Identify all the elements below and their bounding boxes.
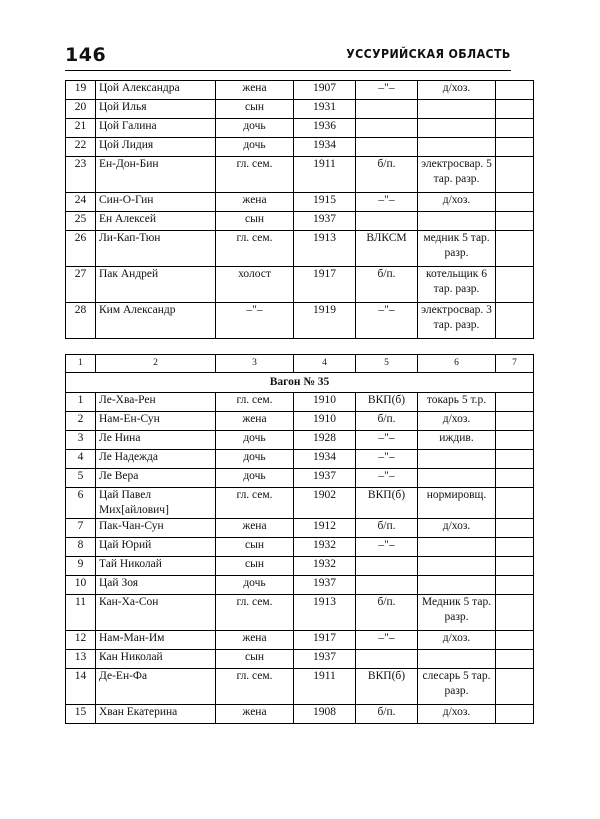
- cell-party: [356, 100, 418, 119]
- cell-name: Ен Алексей: [96, 212, 216, 231]
- cell-party: ВКП(б): [356, 488, 418, 519]
- cell-note: [496, 81, 534, 100]
- column-number: 6: [418, 355, 496, 373]
- cell-year: 1915: [294, 193, 356, 212]
- cell-year: 1937: [294, 650, 356, 669]
- cell-relation: сын: [216, 557, 294, 576]
- cell-note: [496, 519, 534, 538]
- table-row: [66, 450, 534, 469]
- cell-relation: холост: [216, 267, 294, 303]
- cell-party: –"–: [356, 303, 418, 339]
- page-header: [65, 44, 511, 71]
- cell-note: [496, 595, 534, 631]
- cell-note: [496, 231, 534, 267]
- cell-party: –"–: [356, 450, 418, 469]
- table-row: [66, 193, 534, 212]
- cell-name: Цай Павел Мих[айлович]: [96, 488, 216, 519]
- cell-relation: гл. сем.: [216, 595, 294, 631]
- cell-job: [418, 212, 496, 231]
- cell-name: Цой Александра: [96, 81, 216, 100]
- cell-job: д/хоз.: [418, 519, 496, 538]
- cell-party: б/п.: [356, 267, 418, 303]
- table-row: [66, 631, 534, 650]
- cell-party: –"–: [356, 431, 418, 450]
- cell-relation: сын: [216, 538, 294, 557]
- cell-year: 1902: [294, 488, 356, 519]
- table-row: [66, 138, 534, 157]
- column-number-row: [66, 355, 534, 373]
- cell-note: [496, 557, 534, 576]
- table-row: [66, 412, 534, 431]
- cell-name: Ким Александр: [96, 303, 216, 339]
- cell-relation: жена: [216, 193, 294, 212]
- table-row: [66, 81, 534, 100]
- cell-note: [496, 469, 534, 488]
- cell-year: 1913: [294, 595, 356, 631]
- cell-n: 15: [66, 705, 96, 724]
- cell-name: Цой Илья: [96, 100, 216, 119]
- cell-note: [496, 100, 534, 119]
- table-row: [66, 595, 534, 631]
- cell-year: 1911: [294, 157, 356, 193]
- cell-party: –"–: [356, 81, 418, 100]
- cell-relation: дочь: [216, 138, 294, 157]
- table-row: [66, 119, 534, 138]
- cell-job: электросвар. 5 тар. разр.: [418, 157, 496, 193]
- cell-party: б/п.: [356, 595, 418, 631]
- cell-relation: гл. сем.: [216, 231, 294, 267]
- cell-job: [418, 576, 496, 595]
- table-row: [66, 100, 534, 119]
- cell-name: Ли-Кап-Тюн: [96, 231, 216, 267]
- cell-n: 26: [66, 231, 96, 267]
- cell-relation: гл. сем.: [216, 669, 294, 705]
- cell-name: Нам-Ен-Сун: [96, 412, 216, 431]
- cell-name: Де-Ен-Фа: [96, 669, 216, 705]
- table-row: [66, 557, 534, 576]
- cell-n: 7: [66, 519, 96, 538]
- cell-relation: сын: [216, 212, 294, 231]
- cell-note: [496, 393, 534, 412]
- top-table-body: [66, 81, 534, 339]
- cell-year: 1937: [294, 576, 356, 595]
- cell-n: 6: [66, 488, 96, 519]
- cell-name: Цай Зоя: [96, 576, 216, 595]
- top-table: [65, 80, 534, 339]
- cell-note: [496, 212, 534, 231]
- cell-relation: –"–: [216, 303, 294, 339]
- cell-year: 1907: [294, 81, 356, 100]
- cell-relation: жена: [216, 412, 294, 431]
- column-number: 5: [356, 355, 418, 373]
- cell-job: [418, 538, 496, 557]
- cell-note: [496, 450, 534, 469]
- cell-relation: дочь: [216, 119, 294, 138]
- cell-note: [496, 431, 534, 450]
- cell-relation: жена: [216, 81, 294, 100]
- cell-note: [496, 576, 534, 595]
- cell-year: 1932: [294, 538, 356, 557]
- cell-name: Син-О-Гин: [96, 193, 216, 212]
- cell-n: 4: [66, 450, 96, 469]
- cell-note: [496, 650, 534, 669]
- cell-name: Пак Андрей: [96, 267, 216, 303]
- cell-name: Цой Галина: [96, 119, 216, 138]
- cell-n: 9: [66, 557, 96, 576]
- column-number: 2: [96, 355, 216, 373]
- cell-name: Ле Нина: [96, 431, 216, 450]
- cell-relation: жена: [216, 519, 294, 538]
- cell-relation: жена: [216, 705, 294, 724]
- cell-note: [496, 631, 534, 650]
- cell-n: 5: [66, 469, 96, 488]
- cell-year: 1910: [294, 393, 356, 412]
- cell-n: 1: [66, 393, 96, 412]
- cell-year: 1917: [294, 631, 356, 650]
- cell-job: [418, 119, 496, 138]
- table-row: [66, 267, 534, 303]
- cell-name: Кан-Ха-Сон: [96, 595, 216, 631]
- table-row: [66, 705, 534, 724]
- cell-job: д/хоз.: [418, 193, 496, 212]
- cell-job: нормировщ.: [418, 488, 496, 519]
- cell-job: д/хоз.: [418, 412, 496, 431]
- section-row: [66, 373, 534, 393]
- cell-relation: сын: [216, 100, 294, 119]
- cell-party: ВЛКСМ: [356, 231, 418, 267]
- column-number: 7: [496, 355, 534, 373]
- cell-party: [356, 650, 418, 669]
- cell-n: 8: [66, 538, 96, 557]
- column-number: 3: [216, 355, 294, 373]
- cell-note: [496, 138, 534, 157]
- table-row: [66, 538, 534, 557]
- cell-name: Кан Николай: [96, 650, 216, 669]
- table-row: [66, 431, 534, 450]
- column-number: 1: [66, 355, 96, 373]
- cell-name: Пак-Чан-Сун: [96, 519, 216, 538]
- cell-job: [418, 138, 496, 157]
- cell-job: Медник 5 тар. разр.: [418, 595, 496, 631]
- cell-year: 1911: [294, 669, 356, 705]
- cell-relation: гл. сем.: [216, 157, 294, 193]
- cell-job: электросвар. 3 тар. разр.: [418, 303, 496, 339]
- section-title: Вагон № 35: [66, 373, 534, 393]
- cell-party: б/п.: [356, 157, 418, 193]
- cell-n: 14: [66, 669, 96, 705]
- cell-n: 24: [66, 193, 96, 212]
- cell-job: [418, 469, 496, 488]
- table-row: [66, 576, 534, 595]
- cell-name: Цай Юрий: [96, 538, 216, 557]
- cell-relation: гл. сем.: [216, 488, 294, 519]
- table-row: [66, 157, 534, 193]
- cell-name: Ен-Дон-Бин: [96, 157, 216, 193]
- cell-party: [356, 138, 418, 157]
- cell-year: 1910: [294, 412, 356, 431]
- cell-note: [496, 669, 534, 705]
- cell-n: 2: [66, 412, 96, 431]
- cell-party: б/п.: [356, 705, 418, 724]
- cell-relation: дочь: [216, 450, 294, 469]
- cell-year: 1908: [294, 705, 356, 724]
- cell-n: 28: [66, 303, 96, 339]
- cell-year: 1937: [294, 212, 356, 231]
- cell-note: [496, 193, 534, 212]
- cell-party: –"–: [356, 469, 418, 488]
- cell-job: [418, 557, 496, 576]
- cell-year: 1912: [294, 519, 356, 538]
- cell-n: 20: [66, 100, 96, 119]
- cell-year: 1932: [294, 557, 356, 576]
- bottom-table-body: [66, 393, 534, 724]
- cell-n: 22: [66, 138, 96, 157]
- cell-note: [496, 488, 534, 519]
- table-row: [66, 519, 534, 538]
- cell-job: котельщик 6 тар. разр.: [418, 267, 496, 303]
- cell-relation: дочь: [216, 469, 294, 488]
- cell-party: –"–: [356, 538, 418, 557]
- cell-name: Ле Вера: [96, 469, 216, 488]
- table-row: [66, 212, 534, 231]
- cell-note: [496, 412, 534, 431]
- cell-job: д/хоз.: [418, 631, 496, 650]
- cell-relation: гл. сем.: [216, 393, 294, 412]
- column-number: 4: [294, 355, 356, 373]
- cell-name: Нам-Ман-Им: [96, 631, 216, 650]
- cell-year: 1936: [294, 119, 356, 138]
- running-title: УССУРИЙСКАЯ ОБЛАСТЬ: [346, 47, 511, 61]
- cell-party: [356, 212, 418, 231]
- cell-note: [496, 538, 534, 557]
- cell-year: 1919: [294, 303, 356, 339]
- cell-name: Тай Николай: [96, 557, 216, 576]
- cell-n: 3: [66, 431, 96, 450]
- cell-party: [356, 576, 418, 595]
- page-number: 146: [65, 44, 107, 66]
- table-row: [66, 669, 534, 705]
- cell-n: 11: [66, 595, 96, 631]
- cell-party: ВКП(б): [356, 393, 418, 412]
- cell-party: –"–: [356, 193, 418, 212]
- cell-note: [496, 267, 534, 303]
- cell-year: 1937: [294, 469, 356, 488]
- cell-n: 21: [66, 119, 96, 138]
- table-row: [66, 231, 534, 267]
- table-row: [66, 393, 534, 412]
- cell-n: 10: [66, 576, 96, 595]
- cell-job: [418, 100, 496, 119]
- cell-party: б/п.: [356, 519, 418, 538]
- cell-name: Цой Лидия: [96, 138, 216, 157]
- cell-party: б/п.: [356, 412, 418, 431]
- table-row: [66, 650, 534, 669]
- cell-party: –"–: [356, 631, 418, 650]
- cell-party: [356, 119, 418, 138]
- cell-relation: жена: [216, 631, 294, 650]
- cell-n: 27: [66, 267, 96, 303]
- cell-n: 25: [66, 212, 96, 231]
- cell-name: Ле-Хва-Рен: [96, 393, 216, 412]
- cell-job: токарь 5 т.р.: [418, 393, 496, 412]
- cell-year: 1931: [294, 100, 356, 119]
- cell-year: 1928: [294, 431, 356, 450]
- table-row: [66, 469, 534, 488]
- table-row: [66, 488, 534, 519]
- cell-year: 1934: [294, 138, 356, 157]
- cell-note: [496, 119, 534, 138]
- cell-n: 23: [66, 157, 96, 193]
- cell-year: 1917: [294, 267, 356, 303]
- cell-n: 12: [66, 631, 96, 650]
- cell-job: медник 5 тар. разр.: [418, 231, 496, 267]
- cell-job: д/хоз.: [418, 705, 496, 724]
- bottom-table: [65, 354, 534, 724]
- cell-party: ВКП(б): [356, 669, 418, 705]
- cell-n: 13: [66, 650, 96, 669]
- cell-job: д/хоз.: [418, 81, 496, 100]
- cell-relation: сын: [216, 650, 294, 669]
- cell-name: Хван Екатерина: [96, 705, 216, 724]
- cell-relation: дочь: [216, 431, 294, 450]
- cell-job: [418, 650, 496, 669]
- cell-note: [496, 303, 534, 339]
- cell-party: [356, 557, 418, 576]
- cell-year: 1934: [294, 450, 356, 469]
- cell-name: Ле Надежда: [96, 450, 216, 469]
- cell-note: [496, 157, 534, 193]
- cell-n: 19: [66, 81, 96, 100]
- cell-job: слесарь 5 тар. разр.: [418, 669, 496, 705]
- cell-note: [496, 705, 534, 724]
- cell-relation: дочь: [216, 576, 294, 595]
- table-row: [66, 303, 534, 339]
- cell-year: 1913: [294, 231, 356, 267]
- cell-job: [418, 450, 496, 469]
- cell-job: иждив.: [418, 431, 496, 450]
